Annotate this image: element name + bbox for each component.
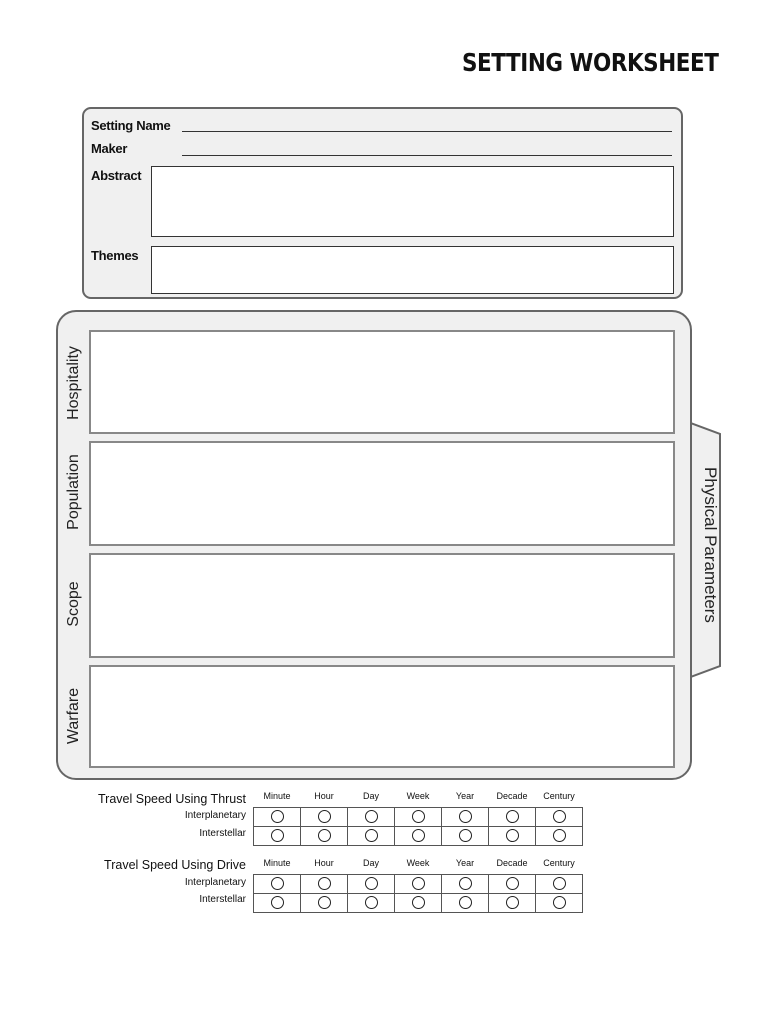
thrust-column-header: Century xyxy=(543,791,575,801)
warfare-field[interactable] xyxy=(89,665,675,768)
thrust-column-header: Week xyxy=(406,791,430,801)
radio-circle-icon[interactable] xyxy=(459,896,472,909)
themes-field[interactable] xyxy=(151,246,674,294)
thrust-cell xyxy=(536,827,583,846)
radio-circle-icon[interactable] xyxy=(271,829,284,842)
setting-name-field[interactable] xyxy=(182,131,672,132)
thrust-cell xyxy=(536,808,583,827)
radio-circle-icon[interactable] xyxy=(271,810,284,823)
thrust-cell xyxy=(442,808,489,827)
thrust-cell xyxy=(442,827,489,846)
thrust-cell xyxy=(301,827,348,846)
radio-circle-icon[interactable] xyxy=(459,810,472,823)
drive-title: Travel Speed Using Drive xyxy=(104,858,246,872)
drive-row-label: Interplanetary xyxy=(184,877,246,888)
radio-circle-icon[interactable] xyxy=(412,877,425,890)
drive-column-header: Decade xyxy=(496,858,528,868)
thrust-row-label: Interplanetary xyxy=(184,810,246,821)
radio-circle-icon[interactable] xyxy=(365,896,378,909)
maker-label: Maker xyxy=(91,141,128,156)
thrust-cell xyxy=(489,827,536,846)
thrust-cell xyxy=(254,827,301,846)
drive-column-header: Minute xyxy=(263,858,291,868)
page-title: SETTING WORKSHEET xyxy=(462,48,719,77)
drive-cell xyxy=(536,875,583,894)
thrust-row xyxy=(254,808,583,827)
drive-cell xyxy=(254,875,301,894)
setting-name-label: Setting Name xyxy=(91,118,171,133)
radio-circle-icon[interactable] xyxy=(459,877,472,890)
thrust-title: Travel Speed Using Thrust xyxy=(98,792,246,806)
radio-circle-icon[interactable] xyxy=(365,877,378,890)
radio-circle-icon[interactable] xyxy=(412,829,425,842)
thrust-row xyxy=(254,827,583,846)
thrust-cell xyxy=(395,827,442,846)
radio-circle-icon[interactable] xyxy=(553,877,566,890)
thrust-column-header: Hour xyxy=(314,791,334,801)
thrust-cell xyxy=(301,808,348,827)
drive-cell xyxy=(536,894,583,913)
radio-circle-icon[interactable] xyxy=(365,810,378,823)
themes-label: Themes xyxy=(91,248,139,263)
radio-circle-icon[interactable] xyxy=(506,877,519,890)
radio-circle-icon[interactable] xyxy=(506,810,519,823)
thrust-cell xyxy=(348,827,395,846)
maker-field[interactable] xyxy=(182,155,672,156)
drive-cell xyxy=(395,894,442,913)
radio-circle-icon[interactable] xyxy=(318,896,331,909)
thrust-column-header: Day xyxy=(362,791,379,801)
drive-cell xyxy=(442,875,489,894)
thrust-column-header: Decade xyxy=(496,791,528,801)
radio-circle-icon[interactable] xyxy=(506,829,519,842)
radio-circle-icon[interactable] xyxy=(412,810,425,823)
drive-column-header: Week xyxy=(406,858,430,868)
radio-circle-icon[interactable] xyxy=(271,896,284,909)
thrust-cell xyxy=(348,808,395,827)
drive-row-label: Interstellar xyxy=(199,894,246,905)
thrust-row-label: Interstellar xyxy=(199,828,246,839)
radio-circle-icon[interactable] xyxy=(318,829,331,842)
physical-parameters-tab-label: Physical Parameters xyxy=(701,467,720,623)
drive-grid xyxy=(253,874,583,913)
drive-cell xyxy=(489,875,536,894)
warfare-label: Warfare xyxy=(65,687,82,745)
radio-circle-icon[interactable] xyxy=(365,829,378,842)
drive-cell xyxy=(348,875,395,894)
hospitality-field[interactable] xyxy=(89,330,675,434)
thrust-column-header: Year xyxy=(455,791,475,801)
thrust-cell xyxy=(254,808,301,827)
thrust-cell xyxy=(489,808,536,827)
radio-circle-icon[interactable] xyxy=(553,810,566,823)
drive-column-header: Day xyxy=(362,858,379,868)
population-field[interactable] xyxy=(89,441,675,546)
radio-circle-icon[interactable] xyxy=(318,877,331,890)
thrust-grid xyxy=(253,807,583,846)
drive-column-header: Year xyxy=(455,858,475,868)
thrust-cell xyxy=(395,808,442,827)
abstract-label: Abstract xyxy=(91,168,142,183)
radio-circle-icon[interactable] xyxy=(412,896,425,909)
radio-circle-icon[interactable] xyxy=(318,810,331,823)
drive-cell xyxy=(395,875,442,894)
drive-cell xyxy=(348,894,395,913)
scope-field[interactable] xyxy=(89,553,675,658)
drive-row xyxy=(254,894,583,913)
drive-column-header: Century xyxy=(543,858,575,868)
drive-column-header: Hour xyxy=(314,858,334,868)
population-label: Population xyxy=(65,454,82,530)
radio-circle-icon[interactable] xyxy=(553,829,566,842)
drive-cell xyxy=(254,894,301,913)
radio-circle-icon[interactable] xyxy=(271,877,284,890)
drive-cell xyxy=(489,894,536,913)
hospitality-label: Hospitality xyxy=(65,346,82,420)
radio-circle-icon[interactable] xyxy=(459,829,472,842)
drive-cell xyxy=(301,894,348,913)
thrust-column-header: Minute xyxy=(263,791,291,801)
drive-row xyxy=(254,875,583,894)
scope-label: Scope xyxy=(65,581,82,627)
radio-circle-icon[interactable] xyxy=(553,896,566,909)
radio-circle-icon[interactable] xyxy=(506,896,519,909)
drive-cell xyxy=(442,894,489,913)
drive-cell xyxy=(301,875,348,894)
abstract-field[interactable] xyxy=(151,166,674,237)
